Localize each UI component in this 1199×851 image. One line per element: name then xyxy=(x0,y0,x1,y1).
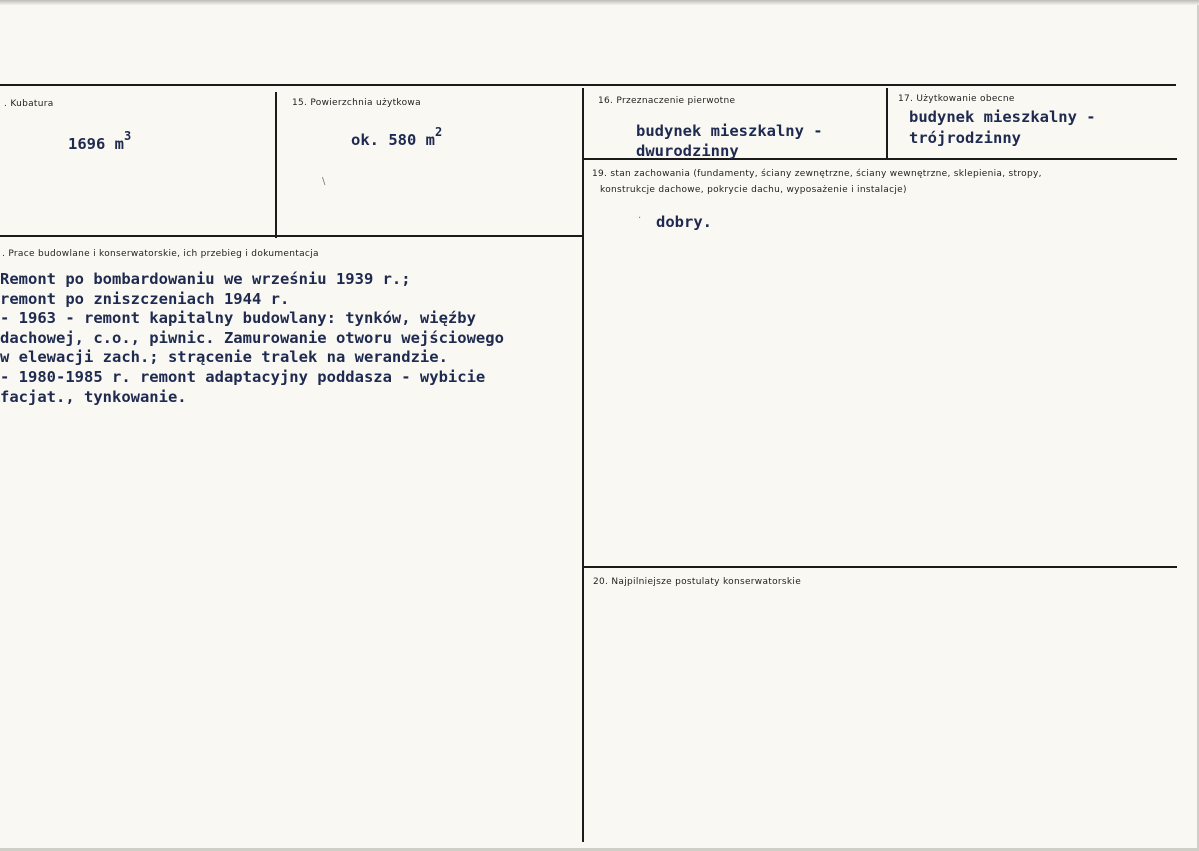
rule-under-volume xyxy=(0,235,583,237)
top-rule xyxy=(0,84,1176,86)
przeznaczenie-line-2: dwurodzinny xyxy=(636,142,739,160)
uzytkowanie-line-2: trójrodzinny xyxy=(909,129,1021,147)
prace-text xyxy=(0,270,504,407)
powierzchnia-number: ok. 580 m xyxy=(351,131,435,150)
stan-value: dobry. xyxy=(656,213,712,231)
divider-volume-area xyxy=(275,92,277,238)
powierzchnia-label: 15. Powierzchnia użytkowa xyxy=(292,98,421,108)
prace-label: . Prace budowlane i konserwatorskie, ich przebieg i dokumentacja xyxy=(2,249,319,259)
prace-line: facjat., tynkowanie. xyxy=(0,387,187,406)
paper-speck: \ xyxy=(322,176,326,187)
prace-line: remont po zniszczeniach 1944 r. xyxy=(0,289,290,308)
divider-purpose-usage xyxy=(886,88,888,160)
card-top-edge xyxy=(0,0,1199,5)
kubatura-value xyxy=(68,129,131,154)
stan-label-line-1: 19. stan zachowania (fundamenty, ściany zewnętrzne, ściany wewnętrzne, sklepienia, stropy, xyxy=(592,169,1042,179)
prace-line: - 1963 - remont kapitalny budowlany: tynków, więźby xyxy=(0,309,476,328)
przeznaczenie-line-1: budynek mieszkalny - xyxy=(636,122,823,140)
prace-line: dachowej, c.o., piwnic. Zamurowanie otworu wejściowego xyxy=(0,328,504,347)
main-vertical-divider xyxy=(582,88,584,842)
prace-line: - 1980-1985 r. remont adaptacyjny poddasza - wybicie xyxy=(0,367,486,386)
postulaty-label: 20. Najpilniejsze postulaty konserwatorskie xyxy=(593,577,802,587)
uzytkowanie-label: 17. Użytkowanie obecne xyxy=(898,94,1015,104)
powierzchnia-value xyxy=(351,125,442,150)
stan-label-line-2: konstrukcje dachowe, pokrycie dachu, wyposażenie i instalacje) xyxy=(600,185,907,195)
powierzchnia-unit-exponent: 2 xyxy=(435,125,443,139)
prace-line: Remont po bombardowaniu we wrześniu 1939 r.; xyxy=(0,270,411,288)
paper-speck: · xyxy=(638,213,642,224)
prace-line: w elewacji zach.; strącenie tralek na werandzie. xyxy=(0,348,448,367)
uzytkowanie-line-1: budynek mieszkalny - xyxy=(909,108,1096,126)
kubatura-label: . Kubatura xyxy=(4,99,54,109)
kubatura-unit-exponent: 3 xyxy=(124,129,132,143)
rule-above-postulates xyxy=(583,566,1177,568)
przeznaczenie-label: 16. Przeznaczenie pierwotne xyxy=(598,96,736,106)
kubatura-number: 1696 m xyxy=(68,135,124,154)
